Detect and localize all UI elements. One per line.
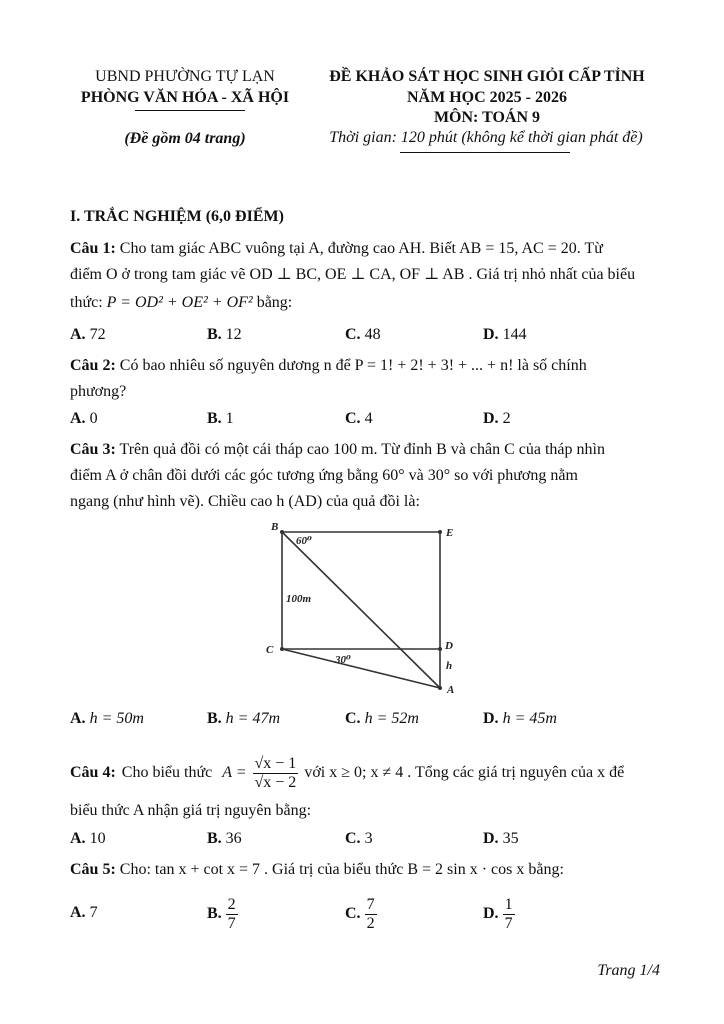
q1-text2: điểm O ở trong tam giác vẽ OD ⊥ BC, OE ⊥ CA, OF ⊥ AB . Giá trị nhỏ nhất của biểu (70, 266, 636, 283)
q4-denominator: √x − 2 (254, 773, 297, 791)
fig-label-h: h (446, 660, 453, 672)
q4-opt-a: 10 (89, 830, 106, 847)
q1-opt-c: 48 (364, 326, 381, 343)
q3-figure (258, 518, 468, 698)
q5-opt-b-num: 2 (227, 895, 236, 913)
q5-opt-d-num: 1 (504, 895, 513, 913)
q3-opt-c-label: C. (345, 710, 361, 727)
q5-opt-d-label: D. (483, 905, 499, 922)
q3-opt-c: h = 52m (364, 710, 419, 727)
header-left-line1: UBND PHƯỜNG TỰ LẠN (95, 68, 275, 85)
q3-opt-b: h = 47m (225, 710, 281, 727)
q5-options (0, 894, 724, 936)
q2-opt-a: 0 (89, 410, 98, 427)
header-left-note: (Đề gồm 04 trang) (124, 130, 246, 147)
q5-text1: Cho: tan x + cot x = 7 . Giá trị của biểu thức B = 2 sin x · cos x bằng: (119, 861, 564, 878)
q1-text3-post: bằng: (256, 294, 293, 311)
q2-label: Câu 2: (70, 357, 116, 374)
q1-opt-b-label: B. (207, 326, 222, 343)
fig-label-100m: 100m (286, 593, 312, 605)
q4-text2: biểu thức A nhận giá trị nguyên bằng: (70, 802, 312, 819)
q2-text2: phương? (70, 383, 127, 400)
q2-line1 (70, 353, 656, 379)
fig-label-a: A (447, 684, 455, 696)
q3-text3: ngang (như hình vẽ). Chiều cao h (AD) của quả đồi là: (70, 493, 420, 510)
q4-opt-d-label: D. (483, 830, 499, 847)
q1-formula: P = OD² + OE² + OF² (106, 294, 253, 311)
q4-text-post: với x ≥ 0; x ≠ 4 . Tổng các giá trị nguyên của x để (304, 764, 625, 781)
fig-label-60: 60⁰ (296, 535, 312, 547)
q3-line1 (70, 437, 656, 463)
fig-label-d: D (445, 640, 453, 652)
q1-opt-d: 144 (502, 326, 527, 343)
q2-opt-c: 4 (364, 410, 373, 427)
q3-opt-a-label: A. (70, 710, 86, 727)
q5-line1 (70, 857, 656, 883)
q4-opt-b-label: B. (207, 830, 222, 847)
header-right-line1: ĐỀ KHẢO SÁT HỌC SINH GIỎI CẤP TỈNH (329, 68, 645, 85)
q5-opt-d-frac (503, 896, 515, 933)
q2-opt-d-label: D. (483, 410, 499, 427)
fig-label-b: B (271, 521, 279, 533)
q3-label: Câu 3: (70, 441, 116, 458)
q5-opt-d-den: 7 (504, 914, 513, 932)
q1-opt-d-label: D. (483, 326, 499, 343)
q1-options (0, 326, 724, 348)
q4-formula-lhs: A = (222, 764, 247, 781)
header-right-note: Thời gian: 120 phút (không kể thời gian phát đề) (329, 129, 643, 146)
q3-text1: Trên quả đồi có một cái tháp cao 100 m. Từ đỉnh B và chân C của tháp nhìn (119, 441, 605, 458)
header-left-rule (135, 110, 245, 111)
q3-opt-d: h = 45m (502, 710, 557, 727)
page-number: Trang 1/4 (597, 962, 660, 979)
q2-text1: Có bao nhiêu số nguyên dương n để P = 1! + 2! + 3! + ... + n! là số chính (119, 357, 587, 374)
q1-opt-b: 12 (225, 326, 242, 343)
q2-opt-d: 2 (502, 410, 511, 427)
q2-opt-c-label: C. (345, 410, 361, 427)
q2-options (0, 410, 724, 432)
q4-text-pre: Cho biểu thức (121, 764, 213, 781)
q1-opt-c-label: C. (345, 326, 361, 343)
q3-options (0, 710, 724, 732)
q4-opt-b: 36 (225, 830, 242, 847)
q1-opt-a: 72 (89, 326, 106, 343)
fig-label-30: 30⁰ (335, 654, 351, 666)
q5-opt-c-frac (365, 896, 377, 933)
q4-options (0, 830, 724, 852)
header-right-rule (400, 152, 570, 153)
q4-fraction (253, 755, 299, 792)
q1-text3-pre: thức: (70, 294, 103, 311)
q3-text2: điểm A ở chân đồi dưới các góc tương ứng bằng 60° và 30° so với phương nằm (70, 467, 578, 484)
q1-text1: Cho tam giác ABC vuông tại A, đường cao AH. Biết AB = 15, AC = 20. Từ (119, 240, 603, 257)
q3-opt-b-label: B. (207, 710, 222, 727)
q5-opt-a-label: A. (70, 904, 86, 921)
q5-opt-b-den: 7 (227, 914, 236, 932)
q4-opt-a-label: A. (70, 830, 86, 847)
q5-opt-c-label: C. (345, 905, 361, 922)
fig-label-c: C (266, 644, 274, 656)
q5-opt-c-num: 7 (366, 895, 375, 913)
q3-opt-d-label: D. (483, 710, 499, 727)
q5-opt-a: 7 (89, 904, 98, 921)
q5-opt-c-den: 2 (366, 914, 375, 932)
q2-opt-a-label: A. (70, 410, 86, 427)
header-right-line3: MÔN: TOÁN 9 (433, 109, 541, 126)
header-right-line2: NĂM HỌC 2025 - 2026 (407, 89, 567, 106)
fig-line-ba (282, 532, 440, 688)
q4-opt-c-label: C. (345, 830, 361, 847)
q3-opt-a: h = 50m (89, 710, 144, 727)
q4-opt-c: 3 (364, 830, 373, 847)
q1-opt-a-label: A. (70, 326, 86, 343)
q4-opt-d: 35 (502, 830, 519, 847)
q4-line1 (70, 752, 624, 794)
q1-line1 (70, 236, 656, 262)
q4-numerator: √x − 1 (254, 754, 297, 772)
q5-label: Câu 5: (70, 861, 116, 878)
q1-label: Câu 1: (70, 240, 116, 257)
section-title: I. TRẮC NGHIỆM (6,0 ĐIỂM) (70, 208, 284, 225)
q5-opt-b-label: B. (207, 905, 222, 922)
q5-opt-b-frac (226, 896, 238, 933)
header-left-line2: PHÒNG VĂN HÓA - XÃ HỘI (80, 89, 290, 106)
q2-opt-b: 1 (225, 410, 234, 427)
q4-label: Câu 4: (70, 764, 116, 781)
q1-line3 (70, 290, 656, 316)
fig-label-e: E (446, 527, 454, 539)
fig-line-ca (282, 649, 440, 688)
q2-opt-b-label: B. (207, 410, 222, 427)
